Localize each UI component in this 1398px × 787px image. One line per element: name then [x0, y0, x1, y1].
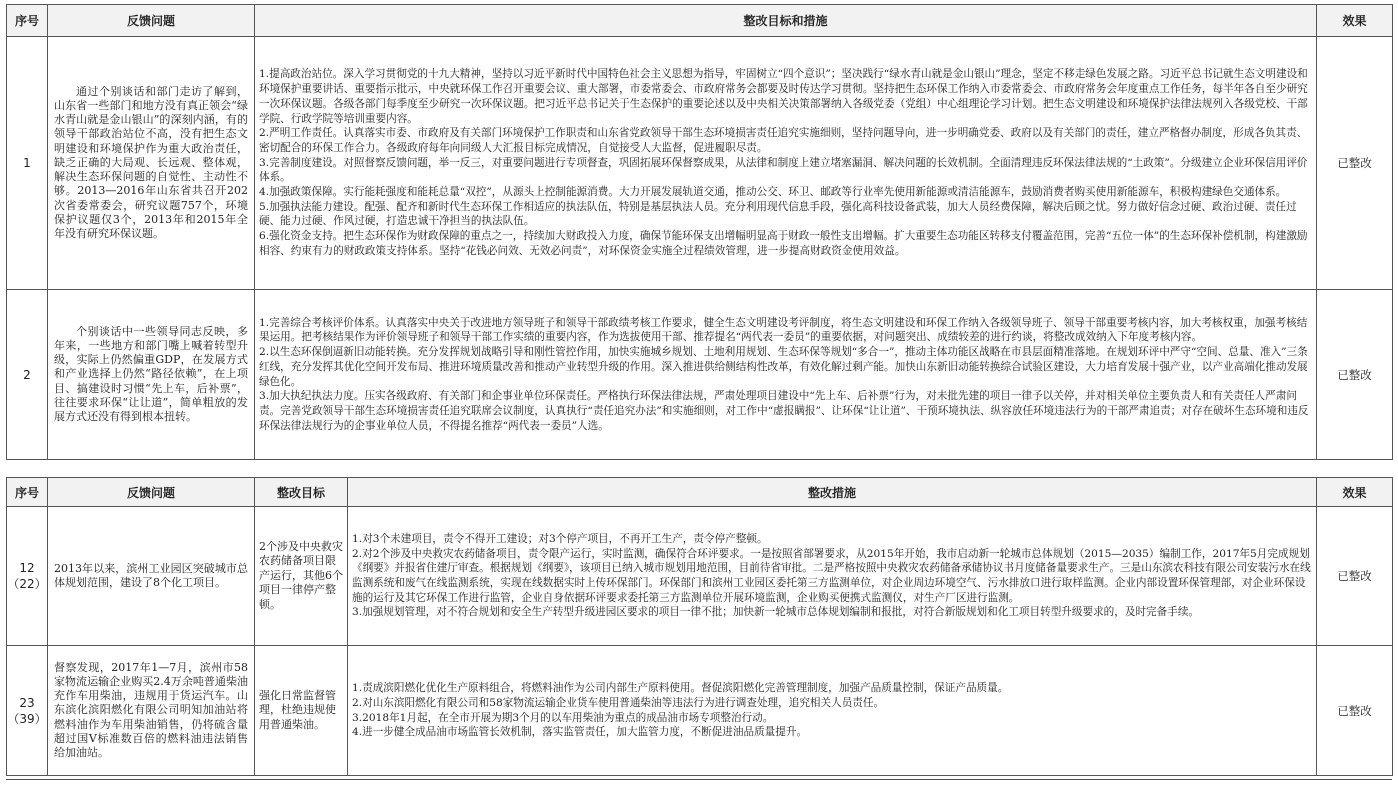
measure-item: 2.对山东滨阳燃化有限公司和58家物流运输企业货车使用普通柴油等违法行为进行调查处理，追究相关人员责任。	[352, 696, 885, 709]
table-row	[7, 37, 1393, 290]
row-measures	[348, 507, 1317, 646]
row-seq	[7, 646, 48, 776]
measure-item: 2.对2个涉及中央救灾农药储备项目，责令限产运行，实时监测，确保符合环评要求。一是按照省部署要求，从2015年开始，我市启动新一轮城市总体规划（2015—2035）编制工作，2017年5月完成规划《纲要》并报省住建厅审查。根据规划《纲要》，该项目已纳入城市规划用地范围，目前待省审批。二是严格按照中央救灾农药储备承储协议书月度储备量要求生产。三是山东滨农科技有限公司安装污水在线监测系统和废气在线监测系统，实现在线数据实时上传环保部门。环保部门和滨州工业园区委托第三方监测单位，对企业周边环境空气、污水排放口进行取样监测。企业内部设置环保管理部，对企业环保设施的运行及其它环保工作进行监管，企业自身依据环评要求委托第三方监测单位开展环境监测，企业购买便携式监测仪，对生产厂区进行监测。	[352, 547, 1311, 604]
row-result: 已整改	[1317, 290, 1393, 460]
measure-item: 3.加强规划管理，对不符合规划和安全生产转型升级进园区要求的项目一律不批；加快新一轮城市总体规划编制和报批，对符合新版规划和化工项目转型升级要求的，及时完备手续。	[352, 606, 1200, 619]
measure-item: 4.进一步健全成品油市场监管长效机制，落实监管责任，加大监管力度，不断促进油品质量提升。	[352, 726, 808, 739]
measure-item: 3.2018年1月起，在全市开展为期3个月的以车用柴油为重点的成品油市场专项整治行动。	[352, 711, 774, 724]
header-seq: 序号	[7, 478, 48, 507]
measure-item: 3.完善制度建设。对照督察反馈问题，举一反三，对重要问题进行专项督查，巩固拓展环保督察成果，从法律和制度上建立堵塞漏洞、解决问题的长效机制。全面清理违反环保法律法规的“土政策”。分级建立企业环保信用评价体系。	[259, 156, 1308, 184]
header-measures: 整改目标和措施	[255, 5, 1317, 37]
row-measures	[255, 37, 1317, 290]
measure-item: 5.加强执法能力建设。配强、配齐和新时代生态环保工作相适应的执法队伍，特别是基层执法人员。充分利用现代信息手段，强化高科技设备武装，加大人员经费保障，解决后顾之忧。努力做好信念过硬、政治过硬、责任过硬、能力过硬、作风过硬，打造忠诚干净担当的执法队伍。	[259, 200, 1297, 228]
rectification-table-2	[6, 477, 1393, 776]
row-result: 已整改	[1317, 507, 1393, 646]
row-problem: 通过个别谈话和部门走访了解到，山东省一些部门和地方没有真正领会“绿水青山就是金山银山”的深刻内涵，有的领导干部政治站位不高，没有把生态文明建设和环境保护作为重大政治责任，缺乏正确的大局观、长远观、整体观，解决生态环保问题的自觉性、主动性不够。2013—2016年山东省共召开202次省委常委会，研究议题757个，环境保护议题仅3个，2013年和2015年全年没有研究环保议题。	[48, 37, 255, 290]
table-row	[7, 290, 1393, 460]
row-problem: 个别谈话中一些领导同志反映，多年来，一些地方和部门嘴上喊着转型升级，实际上仍然偏重GDP，在发展方式和产业选择上仍然“路径依赖”，在上项目、搞建设时习惯“先上车，后补票”，往往要求环保“让让道”，简单粗放的发展方式还没有得到根本扭转。	[48, 290, 255, 460]
measure-item: 6.强化资金支持。把生态环保作为财政保障的重点之一，持续加大财政投入力度，确保节能环保支出增幅明显高于财政一般性支出增幅。扩大重要生态功能区转移支付覆盖范围，完善“五位一体”的生态环保补偿机制，构建激励相容、约束有力的财政政策支持体系。坚持“花钱必问效、无效必问责”，对环保资金实施全过程绩效管理，进一步提高财政资金使用效益。	[259, 230, 1308, 257]
measure-item: 1.提高政治站位。深入学习贯彻党的十九大精神，坚持以习近平新时代中国特色社会主义思想为指导，牢固树立“四个意识”；坚决践行“绿水青山就是金山银山”理念，坚定不移走绿色发展之路。习近平总书记就生态文明建设和环境保护重要讲话、重要指示批示，中央就环保工作召开重要会议、重大部署，市委常委会、市政府常务会都要及时传达学习贯彻。坚持把生态环保工作纳入市委常委会、市政府常务会年度重点工作任务，每半年各自至少研究一次环保议题。各级各部门每季度至少研究一次环保议题。把习近平总书记关于生态保护的重要论述以及中央相关决策部署纳入各级党委（党组）中心组理论学习计划。把生态文明建设和环境保护法律法规列入各级党校、干部学院、行政学院等培训重要内容。	[259, 68, 1308, 125]
measure-item: 1.完善综合考核评价体系。认真落实中央关于改进地方领导班子和领导干部政绩考核工作要求，健全生态文明建设考评制度，将生态文明建设和环保工作纳入各级领导班子、领导干部重要考核内容，加大考核权重，加强考核结果运用。把考核结果作为评价领导班子和领导干部工作实绩的重要内容，作为选拔使用干部、推荐提名“两代表一委员”的重要依据，对问题突出、成绩较差的进行约谈，将整改成效纳入下年度考核内容。	[259, 316, 1308, 344]
header-problem: 反馈问题	[48, 478, 255, 507]
row-result: 已整改	[1317, 646, 1393, 776]
measure-item: 2.以生态环保倒逼新旧动能转换。充分发挥规划战略引导和刚性管控作用，加快实施城乡规划、土地利用规划、生态环保等规划“多合一”，推动主体功能区战略在市县层面精准落地。在规划环评中严守“空间、总量、准入”三条红线，充分发挥其优化空间开发布局、推进环境质量改善和推动产业转型升级的作用。深入推进供给侧结构性改革，有效化解过剩产能。加快山东新旧动能转换综合试验区建设，大力培育发展十强产业，以产业高端化推动发展绿色化。	[259, 346, 1308, 388]
seq-sub: （39）	[7, 711, 47, 726]
bottom-rule	[6, 779, 1392, 780]
row-seq: 2	[7, 290, 48, 460]
row-measures	[255, 290, 1317, 460]
row-seq: 1	[7, 37, 48, 290]
table-row	[7, 646, 1393, 776]
row-problem: 2013年以来，滨州工业园区突破城市总体规划范围，建设了8个化工项目。	[48, 507, 255, 646]
table-header-row	[7, 5, 1393, 37]
row-target: 2个涉及中央救灾农药储备项目限产运行，其他6个项目一律停产整顿。	[255, 507, 348, 646]
header-seq: 序号	[7, 5, 48, 37]
row-target: 强化日常监督管理，杜绝违规使用普通柴油。	[255, 646, 348, 776]
seq-main: 23	[19, 695, 35, 710]
row-problem: 督察发现，2017年1—7月，滨州市58家物流运输企业购买2.4万余吨普通柴油充作车用柴油，违规用于货运汽车。山东滨化滨阳燃化有限公司明知加油站将燃料油作为车用柴油销售，仍将硫含量超过国V标准数百倍的燃料油违法销售给加油站。	[48, 646, 255, 776]
measure-item: 2.严明工作责任。认真落实市委、市政府及有关部门环境保护工作职责和山东省党政领导干部生态环境损害责任追究实施细则，坚持问题导向，进一步明确党委、政府以及有关部门的责任，建立严格督办制度，形成各负其责、密切配合的环保工作合力。各级政府每年向同级人大汇报目标完成情况，自觉接受人大监督，促进履职尽责。	[259, 127, 1308, 154]
header-result: 效果	[1317, 5, 1393, 37]
measure-item: 1.责成滨阳燃化优化生产原料组合，将燃料油作为公司内部生产原料使用。督促滨阳燃化完善管理制度，加强产品质量控制，保证产品质量。	[352, 682, 1009, 695]
header-result: 效果	[1317, 478, 1393, 507]
row-result: 已整改	[1317, 37, 1393, 290]
table-header-row	[7, 478, 1393, 507]
measure-item: 3.加大执纪执法力度。压实各级政府、有关部门和企事业单位环保责任。严格执行环保法律法规，严肃处理项目建设中“先上车、后补票”行为，对未批先建的项目一律予以关停，并对相关单位主要负责人和有关责任人严肃问责。完善党政领导干部生态环境损害责任追究联席会议制度，认真执行“责任追究办法”和实施细则，对工作中“虚报瞒报”、让环保“让让道”、干预环境执法、纵容放任环境违法行为的干部严肃追责；对存在破坏生态环境和违反环保法律法规行为的企事业单位人员，不得提名推荐“两代表一委员”人选。	[259, 390, 1309, 432]
rectification-table-1	[6, 4, 1393, 460]
measure-item: 4.加强政策保障。实行能耗强度和能耗总量“双控”，从源头上控制能源消费。大力开展发展轨道交通，推动公交、环卫、邮政等行业率先使用新能源或清洁能源车，鼓励消费者购买使用新能源车，积极构建绿色交通体系。	[259, 186, 1287, 199]
header-measures: 整改措施	[348, 478, 1317, 507]
header-problem: 反馈问题	[48, 5, 255, 37]
seq-main: 12	[19, 561, 35, 575]
measure-item: 1.对3个未建项目，责令不得开工建设；对3个停产项目，不再开工生产，责令停产整顿。	[352, 532, 768, 545]
seq-sub: （22）	[7, 577, 47, 591]
row-measures	[348, 646, 1317, 776]
row-seq	[7, 507, 48, 646]
header-target: 整改目标	[255, 478, 348, 507]
table-row	[7, 507, 1393, 646]
